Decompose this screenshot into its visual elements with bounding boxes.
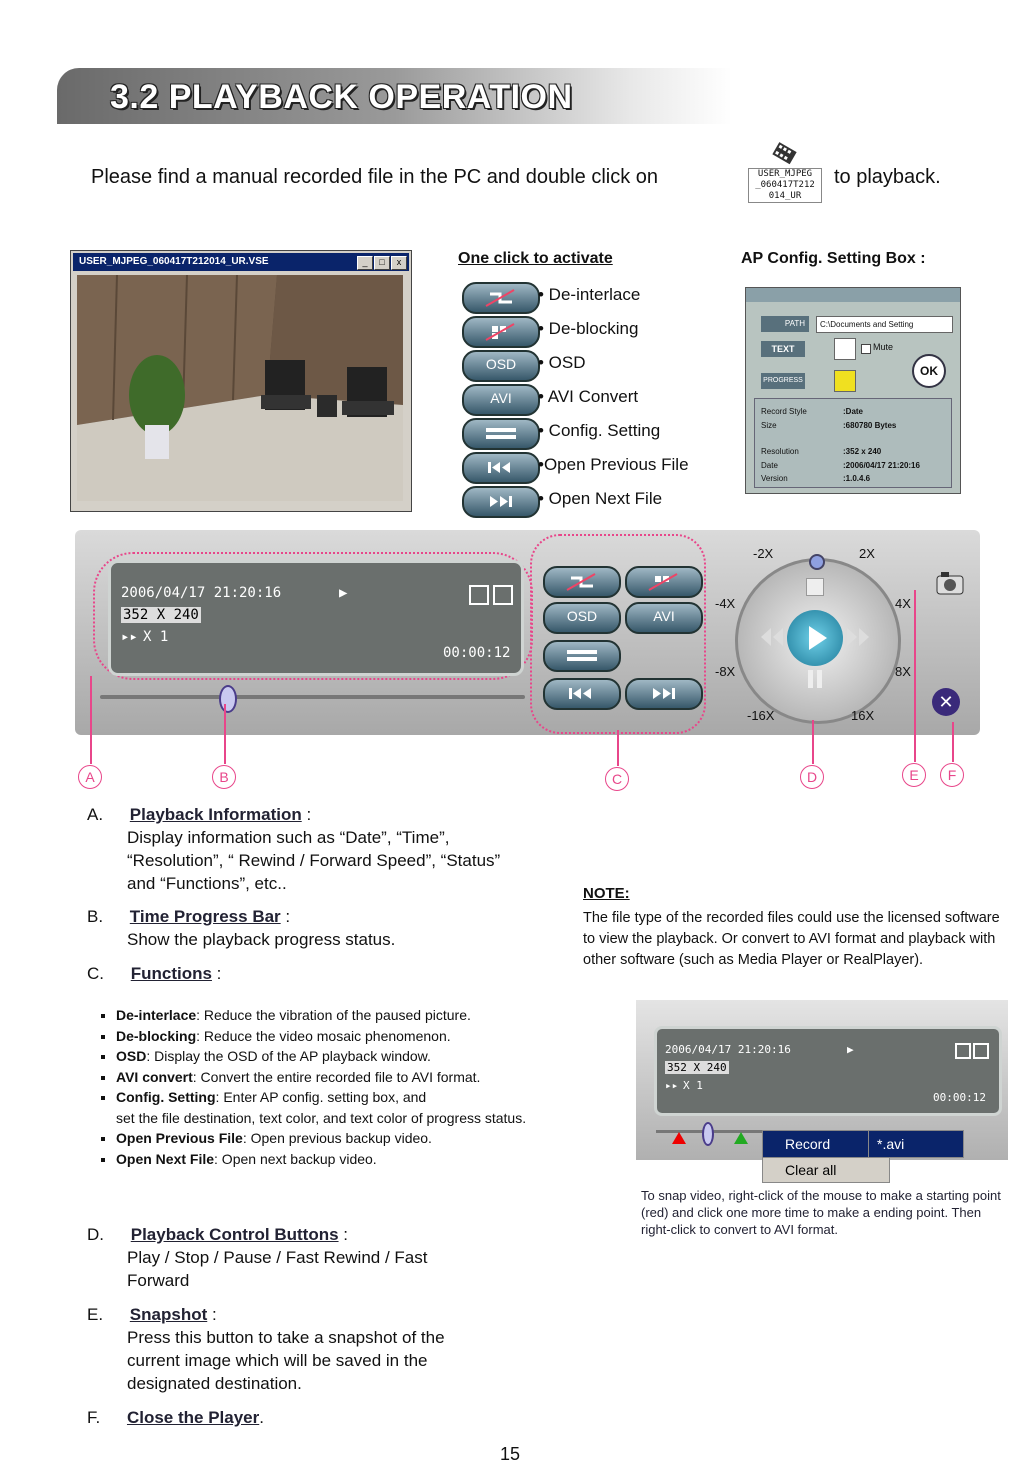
player-osd-button[interactable] [543,602,621,634]
info-key: Resolution [761,447,799,456]
grid-icon [973,1043,989,1059]
callout-line-b [224,704,226,764]
ap-config-titlebar [746,288,960,302]
function-text: : Reduce the vibration of the paused picture. [196,1007,471,1023]
function-term: AVI convert [116,1068,193,1085]
avi-icon: AVI [653,608,675,624]
config-setting-label: • Config. Setting [538,421,661,440]
osd-label: • OSD [538,353,586,372]
play-icon [787,610,843,666]
avi-convert-label: • AVI Convert [538,387,639,406]
info-value: :680780 Bytes [843,420,897,430]
snapshot-button[interactable] [933,566,967,605]
callout-line-e [914,590,916,762]
osd-icon: OSD [485,356,517,372]
desc-a [87,803,527,895]
note-title: NOTE: [583,885,630,902]
maximize-button[interactable]: □ [374,256,390,270]
section-title: 3.2 PLAYBACK OPERATION [110,78,573,116]
function-item [116,1046,526,1067]
desc-title: Playback Information [129,805,302,824]
next-file-icon [627,680,701,708]
open-next-file-label: • Open Next File [538,489,663,508]
callout-f: F [940,763,964,787]
close-player-button[interactable] [932,688,960,716]
function-item [116,1087,526,1128]
desc-body: Play / Stop / Pause / Fast Rewind / Fast Forward [127,1248,428,1290]
desc-colon: : [338,1225,348,1244]
osd-button[interactable] [462,350,540,382]
speed-icon: ▸▸ [121,629,138,645]
film-reel-icon [748,140,820,170]
one-click-title: One click to activate [458,250,613,267]
open-previous-file-button[interactable] [462,452,540,484]
fast-forward-button[interactable] [845,626,871,653]
stop-button[interactable] [806,578,824,596]
desc-title: Time Progress Bar [129,907,281,926]
info-value: :2006/04/17 21:20:16 [843,460,920,470]
progress-handle[interactable] [219,685,237,713]
player-speed: X 1 [143,629,169,645]
player-deblocking-button[interactable] [625,566,703,598]
video-window [70,250,412,512]
speed-label: 8X [895,664,911,679]
time-progress-bar[interactable] [100,695,525,699]
deblocking-icon [627,568,701,596]
deblocking-label: • De-blocking [538,319,639,338]
speed-icon: ▸▸ [665,1079,679,1092]
info-key: Size [761,420,777,430]
desc-f [87,1406,264,1429]
prev-file-icon [545,680,619,708]
desc-letter: C. [87,964,104,983]
player-config-button[interactable] [543,640,621,672]
function-text: : Convert the entire recorded file to AVI format. [192,1068,481,1085]
desc-body: Display information such as “Date”, “Time”, “Resolution”, “ Rewind / Forward Speed”, “Status” and “Functions”, etc.. [127,828,501,893]
callout-e: E [902,763,926,787]
function-term: Open Next File [116,1150,215,1167]
menu-clear-all[interactable]: Clear all [762,1157,890,1183]
function-item [116,1128,526,1149]
ap-config-title: AP Config. Setting Box : [741,250,926,267]
function-text-extra: set the file destination, text color, and text color of progress status. [116,1109,527,1126]
info-key: Version [761,474,788,483]
snap-progress-handle[interactable] [702,1122,714,1146]
open-next-file-button[interactable] [462,486,540,518]
config-icon [464,420,538,448]
avi-icon: AVI [490,390,512,406]
close-window-button[interactable]: x [391,256,407,270]
player-prev-file-button[interactable] [543,678,621,710]
ok-button[interactable]: OK [912,354,946,388]
callout-line-f [952,722,954,762]
function-text: : Reduce the video mosaic phenomenon. [196,1027,451,1044]
mute-checkbox[interactable] [861,344,871,354]
player-datetime: 2006/04/17 21:20:16 [121,585,282,601]
function-item [116,1005,526,1026]
deblocking-button[interactable] [462,316,540,348]
mute-label: Mute [873,342,894,352]
play-status-icon: ▶ [847,1043,854,1056]
callout-line-c [617,730,619,766]
pause-icon [806,668,824,690]
snap-video-panel [636,1000,1008,1178]
progress-color-button[interactable]: PROGRESS [761,373,805,389]
text-color-button[interactable]: TEXT [761,341,805,357]
open-previous-file-label: •Open Previous File [538,455,689,474]
function-text: : Open next backup video. [214,1150,377,1167]
text-color-swatch [834,338,856,360]
deblocking-icon [464,318,538,346]
callout-line-d [812,720,814,764]
function-term: De-blocking [116,1027,197,1044]
info-value: :1.0.4.6 [843,474,871,483]
function-text: : Display the OSD of the AP playback window. [146,1048,431,1064]
function-item [116,1149,526,1170]
function-term: Config. Setting [116,1089,216,1105]
ap-info-values [843,405,920,486]
deinterlace-icon [464,284,538,312]
speed-label: -16X [747,708,775,723]
path-button[interactable]: PATH [761,316,809,332]
end-marker-icon [734,1132,748,1144]
page-number: 15 [500,1444,521,1464]
function-item [116,1026,526,1047]
playback-info-panel [108,560,524,676]
deinterlace-icon [545,568,619,596]
desc-b [87,905,527,951]
function-text: : Open previous backup video. [242,1130,432,1146]
desc-body: Press this button to take a snapshot of the current image which will be saved in the designated destination. [127,1328,445,1393]
camera-icon [933,566,967,600]
fast-rewind-button[interactable] [759,626,785,653]
intro-text-end: to playback. [834,166,941,188]
player-avi-button[interactable] [625,602,703,634]
function-term: OSD [116,1048,147,1064]
intro-text: Please find a manual recorded file in the PC and double click on [91,166,659,188]
desc-d [87,1223,527,1292]
window-title-text: USER_MJPEG_060417T212014_UR.VSE [79,256,269,267]
info-key: Date [761,460,778,470]
desc-c [87,962,221,985]
progress-color-swatch [834,370,856,392]
path-field[interactable]: C:\Documents and Setting [816,316,953,333]
pause-button[interactable] [806,668,824,695]
osd-icon: OSD [566,608,598,624]
snap-info-panel [654,1026,1002,1116]
menu-avi[interactable]: *.avi [868,1130,964,1158]
config-setting-button[interactable] [462,418,540,450]
avi-convert-button[interactable] [462,384,540,416]
callout-a: A [78,765,102,789]
desc-title: Functions [130,964,212,983]
speed-label: -2X [753,546,774,561]
info-key: Record Style [761,407,807,416]
grid-icon [493,585,513,605]
callout-d: D [800,765,824,789]
functions-list [100,1005,526,1169]
desc-letter: F. [87,1408,101,1427]
ap-info-keys [761,405,807,486]
desc-letter: B. [87,907,104,926]
speed-label: 16X [851,708,875,723]
prev-file-icon [464,454,538,482]
note-text: The file type of the recorded files could use the licensed software to view the playback. Or convert to AVI format and playback with other software (such as Media Player or RealPlayer). [583,910,1000,968]
minimize-button[interactable]: _ [357,256,373,270]
desc-colon: : [301,805,312,824]
player-time: 00:00:12 [443,645,511,661]
next-file-icon [464,488,538,516]
speed-label: -8X [715,664,736,679]
desc-colon: . [259,1408,264,1427]
speed-label: 2X [859,546,875,561]
desc-colon: : [207,1305,217,1324]
desc-colon: : [280,907,291,926]
ap-config-box [745,287,961,494]
speed-label: -4X [715,596,736,611]
snap-caption: To snap video, right-click of the mouse to make a starting point (red) and click one more time to make a ending point. Then right-click to convert to AVI format. [641,1188,1001,1237]
player-panel [75,530,980,735]
start-marker-icon [672,1132,686,1144]
desc-title: Playback Control Buttons [130,1225,339,1244]
close-icon: ✕ [938,692,954,712]
file-icon-label[interactable]: USER_MJPEG _060417T212 014_UR [748,168,822,203]
snap-time: 00:00:12 [933,1091,986,1104]
function-term: Open Previous File [116,1130,243,1146]
function-term: De-interlace [116,1007,197,1023]
ap-info-panel [754,398,952,488]
menu-record[interactable]: Record [762,1130,890,1158]
play-button[interactable] [787,610,843,666]
zoom-icon [469,585,489,605]
desc-title: Close the Player [126,1408,260,1427]
video-frame-image [77,275,403,501]
desc-body: Show the playback progress status. [127,930,396,949]
callout-b: B [212,765,236,789]
function-text: : Enter AP config. setting box, and [215,1089,427,1105]
speed-indicator [809,554,825,570]
snap-resolution: 352 X 240 [667,1061,727,1074]
info-value: :Date [843,407,864,416]
desc-letter: A. [87,805,104,824]
callout-line-a [90,676,92,764]
function-item [116,1067,526,1088]
rewind-icon [759,626,785,648]
snap-speed: X 1 [683,1079,703,1092]
snap-datetime: 2006/04/17 21:20:16 [665,1043,791,1056]
info-value: :352 x 240 [843,447,882,456]
fast-forward-icon [845,626,871,648]
speed-label: 4X [895,596,911,611]
desc-e [87,1303,527,1395]
desc-letter: D. [87,1225,104,1244]
desc-colon: : [211,964,222,983]
callout-c: C [605,767,629,791]
deinterlace-label: • De-interlace [538,285,641,304]
desc-letter: E. [87,1305,104,1324]
config-icon [545,642,619,670]
deinterlace-button[interactable] [462,282,540,314]
player-deinterlace-button[interactable] [543,566,621,598]
play-status-icon: ▶ [339,585,348,601]
desc-title: Snapshot [129,1305,208,1324]
zoom-icon [955,1043,971,1059]
player-resolution: 352 X 240 [123,607,199,623]
player-next-file-button[interactable] [625,678,703,710]
